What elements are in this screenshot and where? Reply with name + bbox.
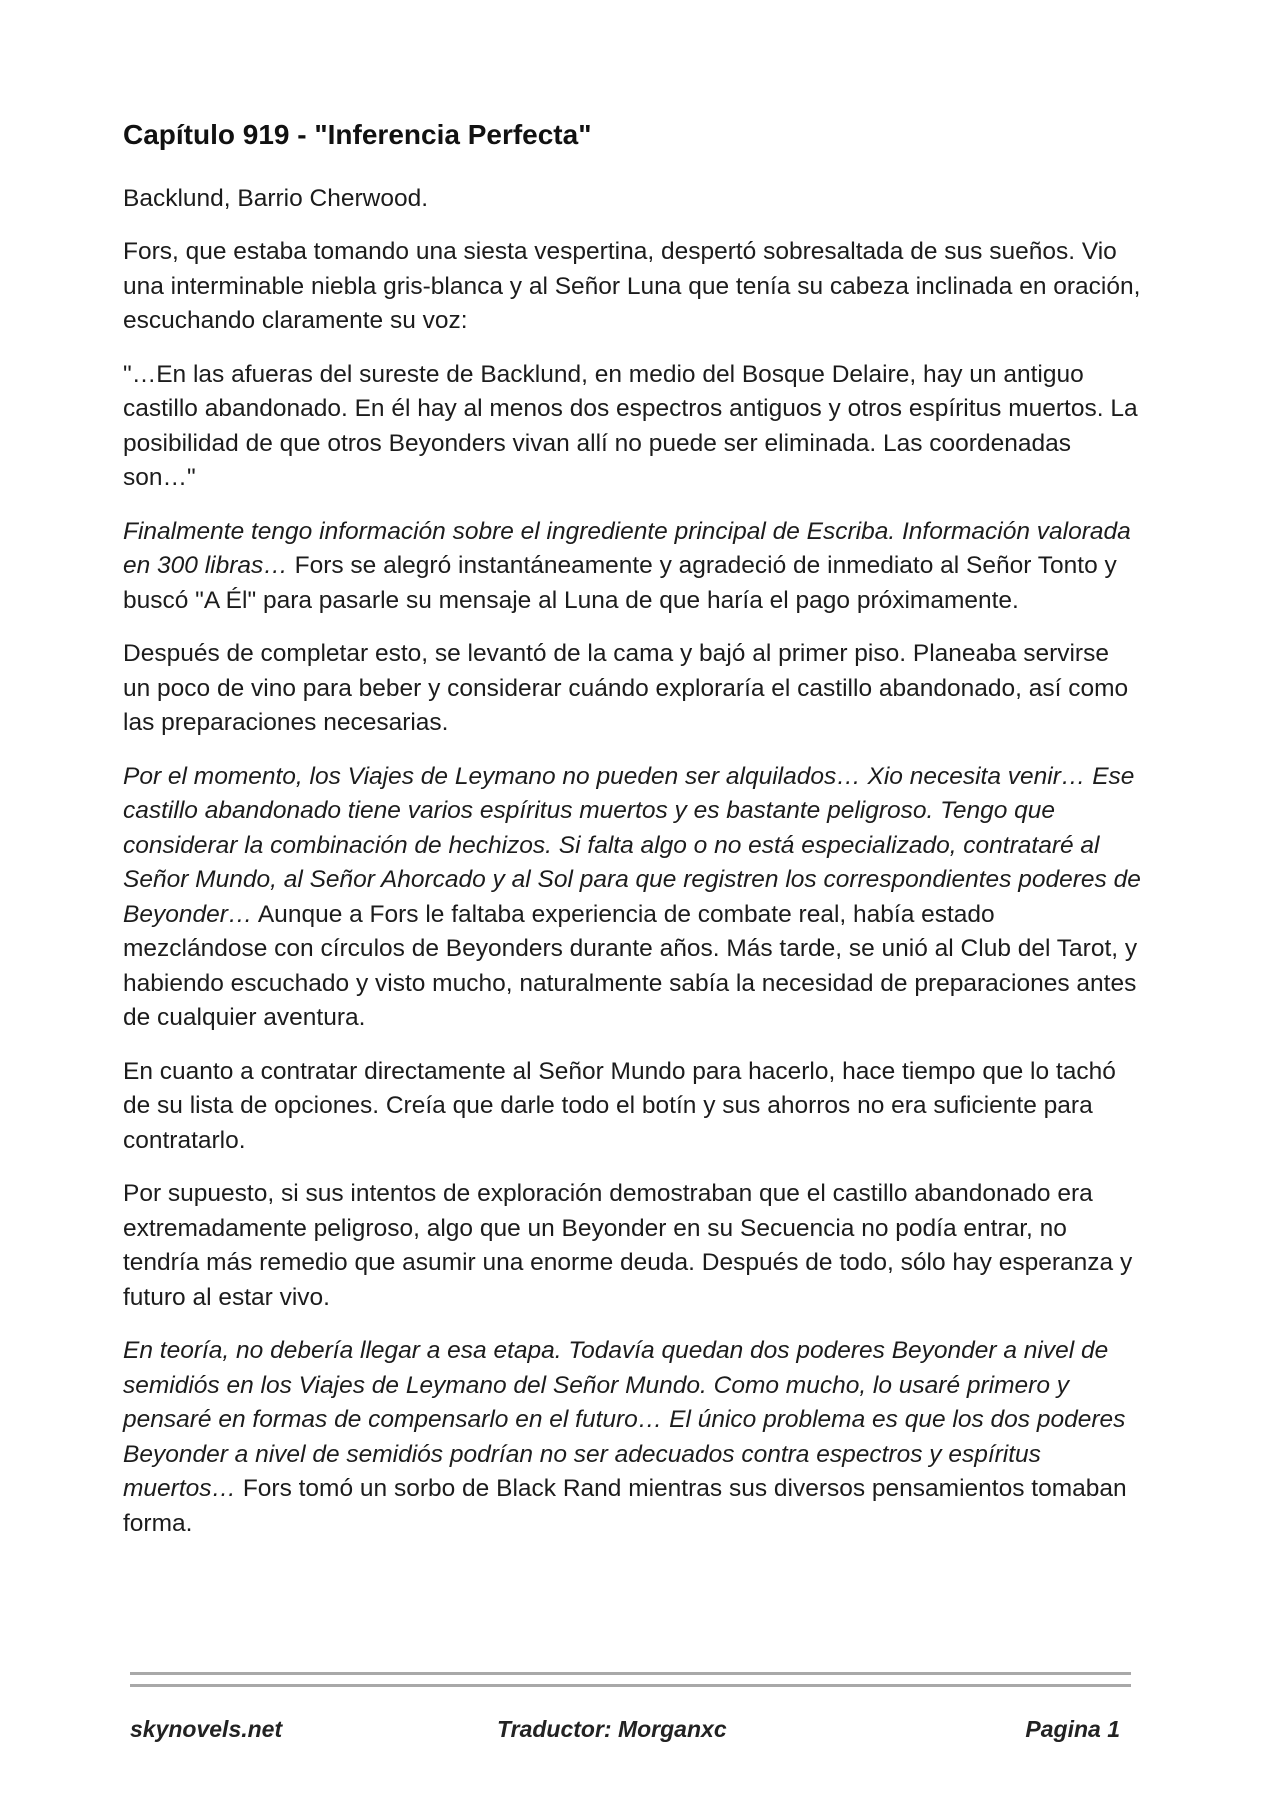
page-footer [130,1716,1120,1756]
italic-text-run: Por el momento, los Viajes de Leymano no pueden ser alquilados… Xio necesita venir… Ese castillo abandonado tiene varios espíritus muertos y es bastante peligroso. Tengo que considerar la combinación de hechizos. Si falta algo o no está especializado, contrataré al Señor Mundo, al Señor Ahorcado y al Sol para que registren los correspondientes poderes de Beyonder… [123,762,1141,928]
text-run: Aunque a Fors le faltaba experiencia de combate real, había estado mezclándose con círculos de Beyonders durante años. Más tarde, se unió al Club del Tarot, y habiendo escuchado y visto mucho, naturalmente sabía la necesidad de preparaciones antes de cualquier aventura. [123,900,1138,1032]
italic-text-run: En teoría, no debería llegar a esa etapa. Todavía quedan dos poderes Beyonder a nivel de semidiós en los Viajes de Leymano del Señor Mundo. Como mucho, lo usaré primero y pensaré en formas de compensarlo en el futuro… El único problema es que los dos poderes Beyonder a nivel de semidiós podrían no ser adecuados contra espectros y espíritus muertos… [123,1337,1126,1503]
paragraph [123,1334,1143,1541]
paragraph [123,1177,1143,1315]
footer-rule-top [130,1672,1131,1675]
paragraph [123,235,1143,339]
text-run: "…En las afueras del sureste de Backlund, en medio del Bosque Delaire, hay un antiguo castillo abandonado. En él hay al menos dos espectros antiguos y otros espíritus muertos. La posibilidad de que otros Beyonders vivan allí no puede ser eliminada. Las coordenadas son…" [123,360,1138,492]
document-page [123,118,1143,1560]
text-run: Después de completar esto, se levantó de la cama y bajó al primer piso. Planeaba servirse un poco de vino para beber y considerar cuándo exploraría el castillo abandonado, así como las preparaciones necesarias. [123,640,1129,737]
paragraph [123,637,1143,741]
text-run: Fors tomó un sorbo de Black Rand mientras sus diversos pensamientos tomaban forma. [123,1475,1127,1537]
footer-page-number: Pagina 1 [1025,1716,1120,1742]
chapter-title: Capítulo 919 - "Inferencia Perfecta" [123,119,592,150]
paragraph [123,358,1143,496]
footer-divider [130,1672,1131,1696]
paragraph [123,182,1143,217]
text-run: Fors se alegró instantáneamente y agradeció de inmediato al Señor Tonto y buscó "A Él" para pasarle su mensaje al Luna de que haría el pago próximamente. [123,552,1117,614]
paragraph [123,515,1143,619]
text-run: Fors, que estaba tomando una siesta vespertina, despertó sobresaltada de sus sueños. Vio una interminable niebla gris-blanca y al Señor Luna que tenía su cabeza inclinada en oración, escuchando claramente su voz: [123,238,1141,335]
footer-translator: Traductor: Morganxc [497,1716,727,1742]
paragraph [123,1055,1143,1159]
paragraph [123,760,1143,1036]
text-run: Backlund, Barrio Cherwood. [123,184,429,212]
text-run: Por supuesto, si sus intentos de exploración demostraban que el castillo abandonado era extremadamente peligroso, algo que un Beyonder en su Secuencia no podía entrar, no tendría más remedio que asumir una enorme deuda. Después de todo, sólo hay esperanza y futuro al estar vivo. [123,1180,1133,1311]
text-run: En cuanto a contratar directamente al Señor Mundo para hacerlo, hace tiempo que lo tachó de su lista de opciones. Creía que darle todo el botín y sus ahorros no era suficiente para contratarlo. [123,1057,1116,1154]
footer-rule-bottom [130,1684,1131,1687]
chapter-body [123,182,1143,1542]
italic-text-run: Finalmente tengo información sobre el ingrediente principal de Escriba. Información valorada en 300 libras… [123,517,1131,580]
footer-site: skynovels.net [130,1716,283,1742]
